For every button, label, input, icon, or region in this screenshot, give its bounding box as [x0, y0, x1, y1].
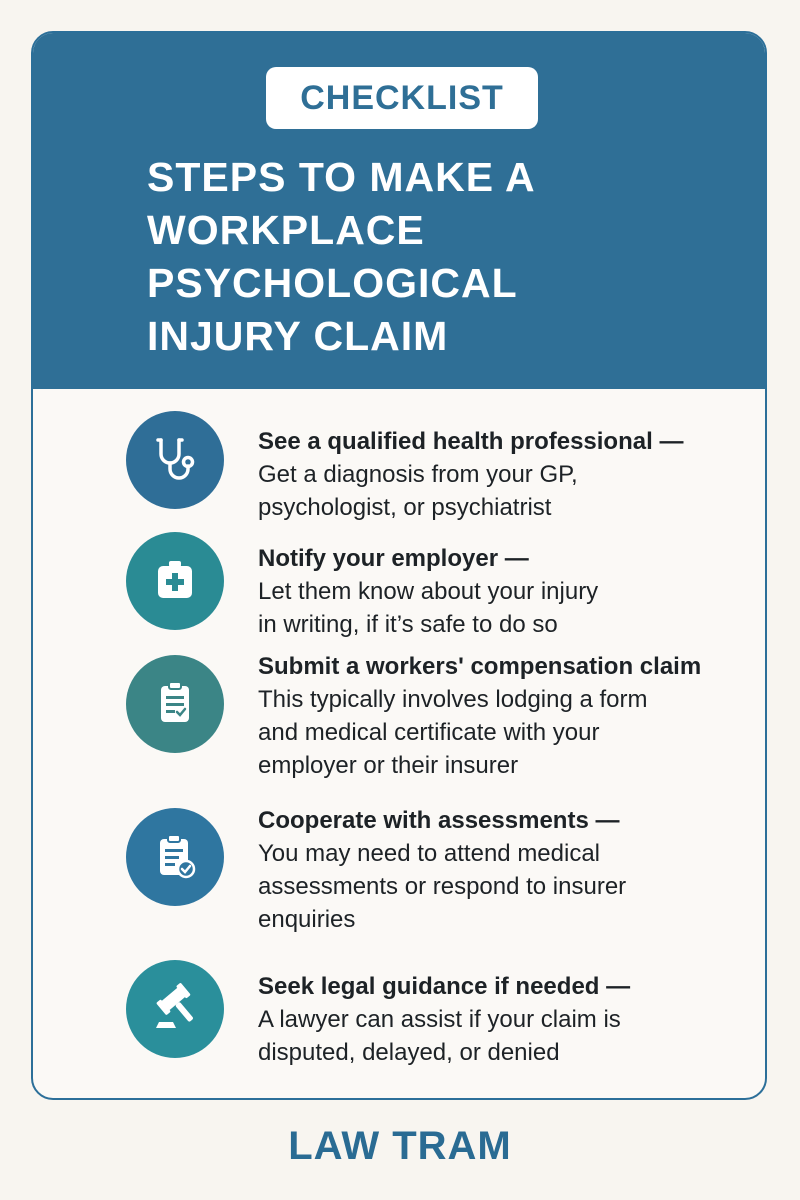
- checklist-badge: CHECKLIST: [266, 67, 538, 129]
- step-description-line: disputed, delayed, or denied: [258, 1039, 560, 1066]
- step-description-line: You may need to attend medical: [258, 840, 601, 867]
- step-description-line: assessments or respond to insurer: [258, 873, 627, 900]
- step-description-line: psychologist, or psychiatrist: [258, 494, 552, 521]
- step-heading: Seek legal guidance if needed —: [258, 973, 631, 1000]
- step-text: [258, 650, 758, 782]
- header-banner: [33, 33, 765, 389]
- gavel-icon: [126, 960, 224, 1058]
- step-text: [258, 970, 758, 1069]
- stethoscope-icon: [126, 411, 224, 509]
- step-description-line: enquiries: [258, 906, 356, 933]
- checklist-card: [31, 31, 767, 1100]
- medical-case-icon: [126, 532, 224, 630]
- step-text: [258, 542, 758, 641]
- step-description-line: and medical certificate with your: [258, 719, 600, 746]
- step-heading: Notify your employer —: [258, 545, 529, 572]
- step-heading: Cooperate with assessments —: [258, 807, 620, 834]
- step-description-line: employer or their insurer: [258, 752, 519, 779]
- title-line: WORKPLACE: [147, 207, 425, 253]
- title-line: PSYCHOLOGICAL: [147, 260, 518, 306]
- step-text: [258, 425, 758, 524]
- title-line: STEPS TO MAKE A: [147, 154, 536, 200]
- step-heading: Submit a workers' compensation claim: [258, 653, 702, 680]
- step-text: [258, 804, 758, 936]
- clipboard-icon: [126, 655, 224, 753]
- step-description-line: This typically involves lodging a form: [258, 686, 648, 713]
- step-description-line: A lawyer can assist if your claim is: [258, 1006, 621, 1033]
- page-title: [147, 151, 707, 363]
- clipboard-check-icon: [126, 808, 224, 906]
- step-description-line: in writing, if it’s safe to do so: [258, 611, 558, 638]
- step-heading: See a qualified health professional —: [258, 428, 684, 455]
- brand-footer: LAW TRAM: [288, 1124, 512, 1168]
- step-description-line: Get a diagnosis from your GP,: [258, 461, 578, 488]
- step-description-line: Let them know about your injury: [258, 578, 599, 605]
- title-line: INJURY CLAIM: [147, 313, 449, 359]
